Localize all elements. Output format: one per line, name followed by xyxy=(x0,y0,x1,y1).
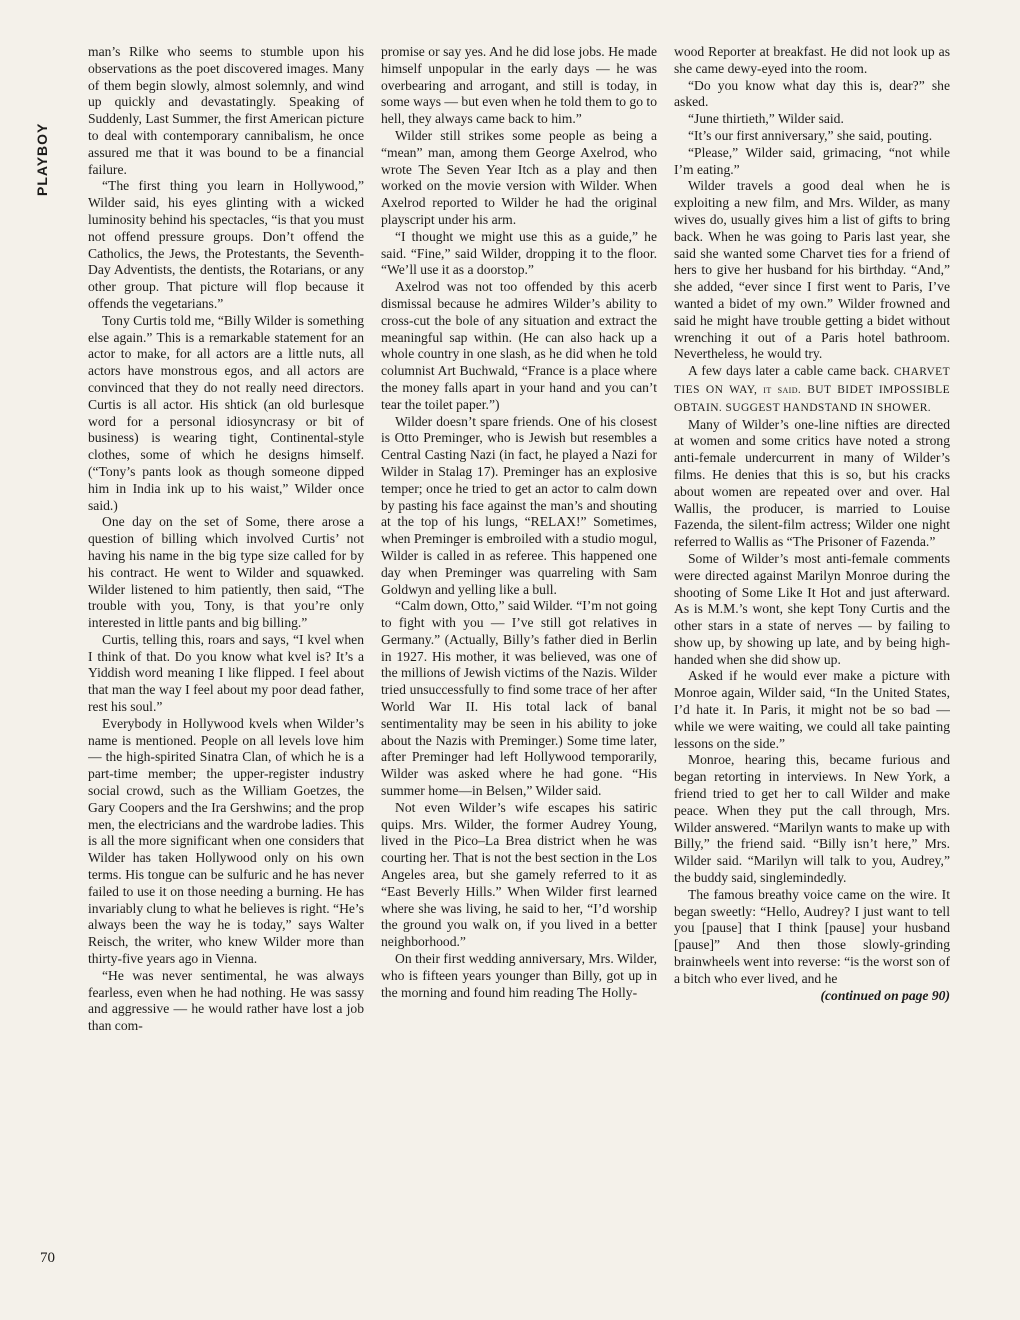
paragraph xyxy=(674,145,950,179)
paragraph-text: promise or say yes. And he did lose jobs. He made himself unpopular in the early days — he was overbearing and arrogant, and still is today, in some ways — but even when he told them to go to hell, they always came back to him.” xyxy=(381,44,657,127)
paragraph-text: On their first wedding anniversary, Mrs. Wilder, who is fifteen years younger than Billy, got up in the morning and found him reading The Holly- xyxy=(381,951,657,1000)
paragraph-text: “He was never sentimental, he was always fearless, even when he had nothing. He was sassy and aggressive — he would rather have lost a job than com- xyxy=(88,967,364,1034)
paragraph-text: The famous breathy voice came on the wire. It began sweetly: “Hello, Audrey? I just want to tell you [pause] that I think [pause] your husband [pause]” And then those slowly-grinding brainwheels went into reverse: “is the worst son of a bitch who ever lived, and he xyxy=(674,886,950,986)
paragraph xyxy=(381,128,657,229)
paragraph xyxy=(674,111,950,128)
paragraph xyxy=(674,417,950,551)
paragraph xyxy=(674,128,950,145)
paragraph-text: Monroe, hearing this, became furious and began retorting in interviews. In New York, a friend tried to get her to call Wilder and make peace. When they put the call through, Mrs. Wilder answered. “Marilyn wants to make up with Billy,” the friend said. “Billy isn’t here,” Mrs. Wilder said. “Marilyn will talk to you, Audrey,” the buddy said, singlemindedly. xyxy=(674,752,950,886)
continued-note: (continued on page 90) xyxy=(820,987,950,1003)
paragraph-text: “I thought we might use this as a guide,” he said. “Fine,” said Wilder, dropping it to the floor. “We’ll use it as a doorstop.” xyxy=(381,228,657,278)
paragraph xyxy=(381,44,657,128)
column-2 xyxy=(381,44,657,1284)
paragraph xyxy=(381,598,657,800)
paragraph-text: Wilder travels a good deal when he is exploiting a new film, and Mrs. Wilder, as many wives do, usually gives him a list of gifts to bring back. When he was going to Paris last year, she said she wanted some Charvet ties for a friend of hers to give her husband for his birthday. “And,” she added, “ever since I first went to Paris, I’ve wanted a bidet of my own.” Wilder frowned and said he might have trouble getting a bidet without wrenching it out of a Paris hotel bathroom. Nevertheless, he would try. xyxy=(674,178,950,362)
paragraph-text: wood Reporter at breakfast. He did not look up as she came dewy-eyed into the room. xyxy=(674,44,950,76)
paragraph-text: “The first thing you learn in Hollywood,” Wilder said, his eyes glinting with a wicked luminosity behind his spectacles, “is that you must not offend pressure groups. Don’t offend the Catholics, the Jews, the Protestants, the Seventh-Day Adventists, the dentists, the Rotarians, or any other group. That picture will flop because it offends the vegetarians.” xyxy=(88,178,364,311)
paragraph-text: A few days later a cable came back. xyxy=(688,363,890,379)
paragraph-text: Some of Wilder’s most anti-female comments were directed against Marilyn Monroe during the shooting of Some Like It Hot and just afterward. As is M.M.’s wont, she kept Tony Curtis and the other stars in a state of nerves — by failing to show up, by showing up late, and by being high-handed when she did show up. xyxy=(674,550,950,667)
paragraph xyxy=(88,716,364,968)
paragraph-text: Tony Curtis told me, “Billy Wilder is something else again.” This is a remarkable statement for an actor to make, for all actors are a little nuts, all actors have monstrous egos, and all actors are convinced that they do not really need directors. Curtis is all actor. His shtick (an old burlesque word for a personal idiosyncrasy or bit of business) is wearing tight, Continental-style clothes, some of which he designs himself. (“Tony’s pants look as though someone dipped him in India ink up to his waist,” Wilder once said.) xyxy=(88,312,364,513)
paragraph xyxy=(88,968,364,1035)
column-1 xyxy=(88,44,364,1284)
paragraph xyxy=(88,632,364,716)
paragraph xyxy=(381,951,657,1001)
paragraph-text: “June thirtieth,” Wilder said. xyxy=(688,111,844,127)
column-3 xyxy=(674,44,950,1284)
paragraph xyxy=(674,668,950,752)
paragraph-text: Everybody in Hollywood kvels when Wilder’s name is mentioned. People on all levels love him — the high-spirited Sinatra Clan, of which he is a part-time member; the upper-register industry social crowd, such as the William Goetzes, the Gary Coopers and the Ira Gershwins; and the prop men, the electricians and the wardrobe ladies. This is all the more significant when one considers that Wilder has taken Hollywood only on his own terms. His tongue can be sulfuric and he has never failed to use it on those needing a burning. He has invariably clung to what he believes is right. “He’s always been the way he is today,” says Walter Reisch, the writer, who knew Wilder more than thirty-five years ago in Vienna. xyxy=(88,715,364,967)
paragraph-text: Curtis, telling this, roars and says, “I kvel when I think of that. Do you know what kvel is? It’s a Yiddish word meaning I like flipped. I feel about that man the way I feel about my poor dead father, rest his soul.” xyxy=(88,631,364,715)
paragraph xyxy=(88,44,364,178)
paragraph-text: man’s Rilke who seems to stumble upon his observations as the poet discovered images. Many of them begin slowly, almost solemnly, and wind up quickly and devastatingly. Speaking of Suddenly, Last Summer, the first American picture to deal with contemporary cannibalism, he once assured me that it was bound to be a financial failure. xyxy=(88,44,364,177)
paragraph-text: “Calm down, Otto,” said Wilder. “I’m not going to fight with you — I’ve still got relatives in Germany.” (Actually, Billy’s father died in Berlin in 1927. His mother, it was believed, was one of the millions of Jewish victims of the Nazis. Wilder tried unsuccessfully to find some trace of her after World War II. His total lack of banal sentimentality may be seen in his ability to joke about the Nazis with Preminger.) Some time later, after Preminger had left Hollywood temporarily, Wilder was asked where he had gone. “His summer home—in Belsen,” Wilder said. xyxy=(381,598,657,799)
paragraph-text: “Do you know what day this is, dear?” she asked. xyxy=(674,77,950,110)
paragraph-text: Not even Wilder’s wife escapes his satiric quips. Mrs. Wilder, the former Audrey Young, lived in the Pico–La Brea district when he was courting her. That is not the best section in the Los Angeles area, but she gamely referred to it as “East Beverly Hills.” When Wilder first learned where she was living, he said to her, “I’d worship the ground you walk on, if you lived in a better neighborhood.” xyxy=(381,799,657,950)
paragraph xyxy=(674,44,950,78)
masthead: PLAYBOY xyxy=(34,122,50,196)
paragraph xyxy=(674,363,950,416)
paragraph xyxy=(381,279,657,413)
cable-text: CHARVET TIES ON WAY, it said. BUT BIDET IMPOSSIBLE OBTAIN. SUGGEST HANDSTAND IN SHOWER. xyxy=(674,366,950,414)
paragraph xyxy=(381,229,657,279)
page-number: 70 xyxy=(40,1250,55,1266)
paragraph xyxy=(674,752,950,886)
paragraph-text: Wilder doesn’t spare friends. One of his closest is Otto Preminger, who is Jewish but resembles a Central Casting Nazi (in fact, he played a Nazi for Wilder in Stalag 17). Preminger has an explosive temper; once he tried to get an actor to calm down by pasting his face against the man’s and shouting at the top of his lungs, “RELAX!” Sometimes, when Preminger is embroiled with a studio mogul, Wilder is called in as referee. This happened one day when Preminger was quarreling with Sam Goldwyn and yelling like a bull. xyxy=(381,413,657,597)
paragraph xyxy=(674,178,950,363)
paragraph-text: One day on the set of Some, there arose a question of billing which involved Curtis’ not having his name in the big type size called for by his contract. He went to Wilder and squawked. Wilder listened to him patiently, then said, “The trouble with you, Tony, is that you’re only interested in little pants and big billing.” xyxy=(88,514,364,631)
paragraph xyxy=(88,514,364,632)
paragraph xyxy=(381,800,657,951)
left-margin xyxy=(0,0,78,1320)
paragraph xyxy=(88,178,364,312)
paragraph-text: Asked if he would ever make a picture with Monroe again, Wilder said, “In the United States, I’d hate it. In Paris, it might not be so bad — while we were waiting, we could all take painting lessons on the side.” xyxy=(674,668,950,751)
paragraph-text: Wilder still strikes some people as being a “mean” man, among them George Axelrod, who wrote The Seven Year Itch as a play and then worked on the movie version with Wilder. When Axelrod reported to Wilder he had the original playscript under his arm. xyxy=(381,127,657,227)
paragraph-text: “Please,” Wilder said, grimacing, “not while I’m eating.” xyxy=(674,144,950,177)
paragraph-text: Many of Wilder’s one-line nifties are directed at women and some critics have noted a strong anti-female undercurrent in many of Wilder’s films. He denies that this is so, but his cracks about women are repeated over and over. Hal Wallis, the producer, is married to Louise Fazenda, the silent-film actress; Wilder one night referred to Wallis as “The Prisoner of Fazenda.” xyxy=(674,416,950,550)
article-body xyxy=(88,44,950,1284)
paragraph xyxy=(88,313,364,515)
paragraph-text: Axelrod was not too offended by this acerb dismissal because he admires Wilder’s ability to cross-cut the bole of any situation and extract the meaningful sap within. (He can also hack up a whole country in one slash, as he did when he told columnist Art Buchwald, “France is a place where the money falls apart in your hand and you can’t tear the toilet paper.”) xyxy=(381,279,657,412)
paragraph xyxy=(381,414,657,599)
paragraph xyxy=(674,887,950,988)
paragraph xyxy=(674,78,950,112)
paragraph-text: “It’s our first anniversary,” she said, pouting. xyxy=(688,127,933,143)
paragraph xyxy=(674,551,950,669)
